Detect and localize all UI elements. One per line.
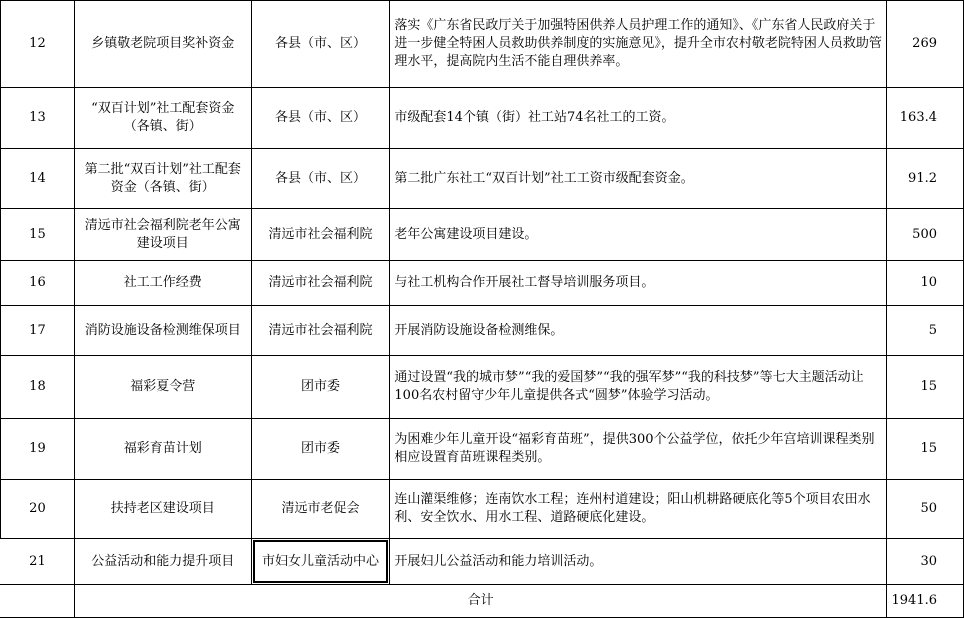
- project-description: 老年公寓建设项目建设。: [390, 209, 887, 261]
- project-name: 乡镇敬老院项目奖补资金: [74, 1, 251, 88]
- project-description: 通过设置“我的城市梦”“我的爱国梦”“我的强军梦”“我的科技梦”等七大主题活动让100名农村留守少年儿童提供各式“圆梦”体验学习活动。: [390, 356, 887, 419]
- amount: 15: [887, 356, 964, 419]
- total-label: 合计: [74, 585, 887, 618]
- project-name: “双百计划”社工配套资金（各镇、街）: [74, 88, 251, 149]
- amount: 163.4: [887, 88, 964, 149]
- total-amount: 1941.6: [887, 585, 964, 618]
- amount: 5: [887, 306, 964, 356]
- responsible-unit: 市妇女儿童活动中心: [253, 540, 389, 583]
- responsible-unit: 各县（市、区）: [251, 1, 390, 88]
- row-number: 18: [1, 356, 75, 419]
- row-number: 12: [1, 1, 75, 88]
- responsible-unit: 各县（市、区）: [251, 88, 390, 149]
- project-description: 与社工机构合作开展社工督导培训服务项目。: [390, 261, 887, 306]
- amount: 269: [887, 1, 964, 88]
- table-row: [1, 306, 964, 356]
- empty-cell: [1, 585, 75, 618]
- project-description: 落实《广东省民政厅关于加强特困供养人员护理工作的通知》、《广东省人民政府关于进一步健全特困人员救助供养制度的实施意见》，提升全市农村敬老院特困人员救助管理水平，提高院内生活不能自理供养率。: [390, 1, 887, 88]
- total-row: [1, 585, 964, 618]
- project-name: 福彩夏令营: [74, 356, 251, 419]
- project-name: 扶持老区建设项目: [74, 480, 251, 539]
- table-row: [1, 356, 964, 419]
- row-number: 13: [1, 88, 75, 149]
- responsible-unit: 清远市社会福利院: [251, 261, 390, 306]
- row-number: 15: [1, 209, 75, 261]
- amount: 10: [887, 261, 964, 306]
- responsible-unit: 团市委: [251, 419, 390, 480]
- table-row: [1, 539, 964, 585]
- responsible-unit: 清远市老促会: [251, 480, 390, 539]
- project-name: 第二批“双百计划”社工配套资金（各镇、街）: [74, 149, 251, 209]
- amount: 15: [887, 419, 964, 480]
- amount: 91.2: [887, 149, 964, 209]
- responsible-unit: 团市委: [251, 356, 390, 419]
- table-row: [1, 480, 964, 539]
- project-name: 清远市社会福利院老年公寓建设项目: [74, 209, 251, 261]
- project-description: 为困难少年儿童开设“福彩育苗班”，提供300个公益学位，依托少年宫培训课程类别相应设置育苗班课程类别。: [390, 419, 887, 480]
- row-number: 20: [1, 480, 75, 539]
- row-number: 21: [1, 539, 75, 585]
- amount: 50: [887, 480, 964, 539]
- amount: 500: [887, 209, 964, 261]
- project-description: 第二批广东社工“双百计划”社工工资市级配套资金。: [390, 149, 887, 209]
- project-name: 社工工作经费: [74, 261, 251, 306]
- table-row: [1, 419, 964, 480]
- row-number: 16: [1, 261, 75, 306]
- project-name: 公益活动和能力提升项目: [74, 539, 251, 585]
- project-description: 开展妇儿公益活动和能力培训活动。: [390, 539, 887, 585]
- amount: 30: [887, 539, 964, 585]
- project-description: 开展消防设施设备检测维保。: [390, 306, 887, 356]
- project-name: 福彩育苗计划: [74, 419, 251, 480]
- responsible-unit: 各县（市、区）: [251, 149, 390, 209]
- table-row: [1, 88, 964, 149]
- table-row: [1, 1, 964, 88]
- row-number: 19: [1, 419, 75, 480]
- table-row: [1, 149, 964, 209]
- responsible-unit: 清远市社会福利院: [251, 209, 390, 261]
- row-number: 17: [1, 306, 75, 356]
- table-row: [1, 209, 964, 261]
- project-description: 市级配套14个镇（街）社工站74名社工的工资。: [390, 88, 887, 149]
- row-number: 14: [1, 149, 75, 209]
- project-name: 消防设施设备检测维保项目: [74, 306, 251, 356]
- responsible-unit: 清远市社会福利院: [251, 306, 390, 356]
- responsible-unit-cell[interactable]: [251, 539, 390, 585]
- project-description: 连山灌渠维修；连南饮水工程；连州村道建设；阳山机耕路硬底化等5个项目农田水利、安全饮水、用水工程、道路硬底化建设。: [390, 480, 887, 539]
- table-row: [1, 261, 964, 306]
